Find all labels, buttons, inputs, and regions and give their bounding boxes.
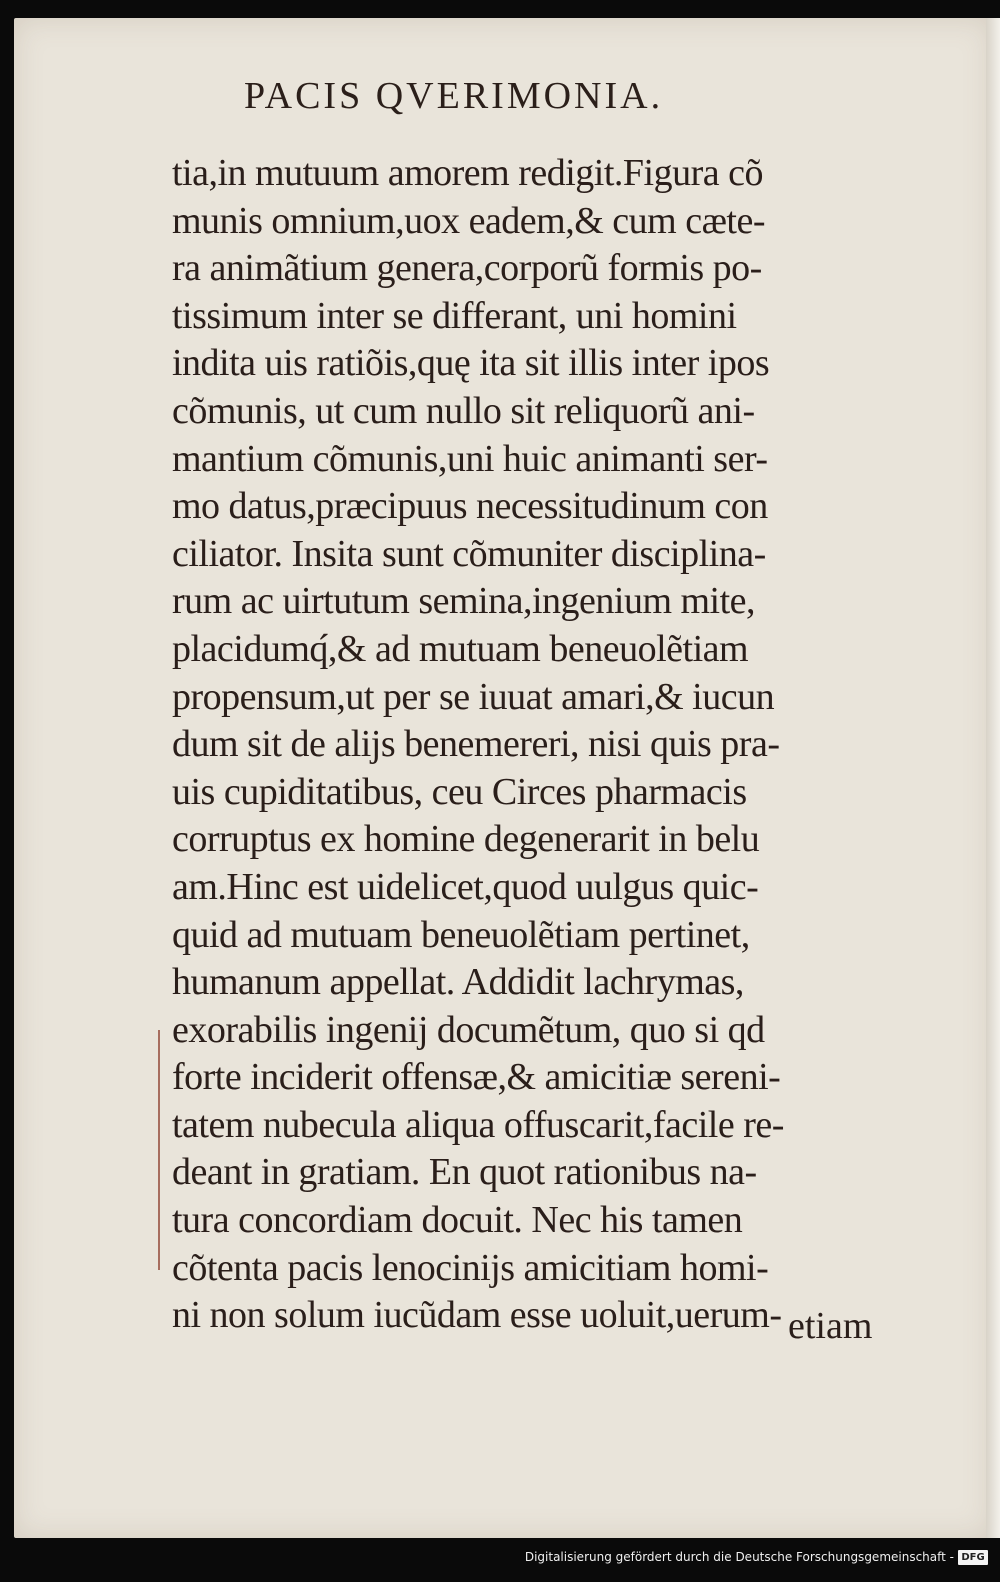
page-edge <box>986 18 1000 1538</box>
text-line: uis cupiditatibus, ceu Circes pharmacis <box>172 770 747 813</box>
text-line: tura concordiam docuit. Nec his tamen <box>172 1199 743 1242</box>
text-line: tia,in mutuum amorem redigit.Figura cõ <box>172 152 763 194</box>
text-line: dum sit de alijs benemereri, nisi quis pra- <box>172 723 780 766</box>
text-line: tatem nubecula aliqua offuscarit,facile re- <box>172 1103 784 1146</box>
text-line: quid ad mutuam beneuolẽtiam pertinet, <box>172 913 750 956</box>
dfg-logo: DFG <box>958 1550 988 1565</box>
text-line: propensum,ut per se iuuat amari,& iucun <box>172 675 775 718</box>
text-line: ra animãtium genera,corporũ formis po- <box>172 247 762 290</box>
text-line: exorabilis ingenij documẽtum, quo si qd <box>172 1008 765 1051</box>
text-line: mo datus,præcipuus necessitudinum con <box>172 485 768 528</box>
text-line: deant in gratiam. En quot rationibus na- <box>172 1151 757 1194</box>
text-line: placidumq́,& ad mutuam beneuolẽtiam <box>172 627 749 670</box>
running-head: PACIS QVERIMONIA. <box>244 75 664 117</box>
text-line: cõmunis, ut cum nullo sit reliquorũ ani- <box>172 389 755 432</box>
text-line: cõtenta pacis lenocinijs amicitiam homi- <box>172 1246 769 1289</box>
catchword: etiam <box>788 1305 873 1347</box>
text-line: corruptus ex homine degenerarit in belu <box>172 818 760 861</box>
text-line: humanum appellat. Addidit lachrymas, <box>172 961 744 1004</box>
text-line: am.Hinc est uidelicet,quod uulgus quic- <box>172 865 759 908</box>
text-line: tissimum inter se differant, uni homini <box>172 294 737 337</box>
text-line: mantium cõmunis,uni huic animanti ser- <box>172 437 768 480</box>
text-line: munis omnium,uox eadem,& cum cæte- <box>172 199 766 242</box>
text-line: forte inciderit offensæ,& amicitiæ sereni- <box>172 1056 781 1099</box>
text-line: ni non solum iucũdam esse uoluit,uerum- <box>172 1294 782 1337</box>
digitization-credit: Digitalisierung gefördert durch die Deutsche Forschungsgemeinschaft - <box>524 1550 954 1564</box>
text-line: rum ac uirtutum semina,ingenium mite, <box>172 580 756 623</box>
text-block <box>172 150 932 1340</box>
text-line: indita uis ratiõis,quę ita sit illis inter ipos <box>172 342 770 385</box>
text-line: ciliator. Insita sunt cõmuniter disciplina- <box>172 532 766 575</box>
margin-pen-mark <box>158 1030 164 1270</box>
